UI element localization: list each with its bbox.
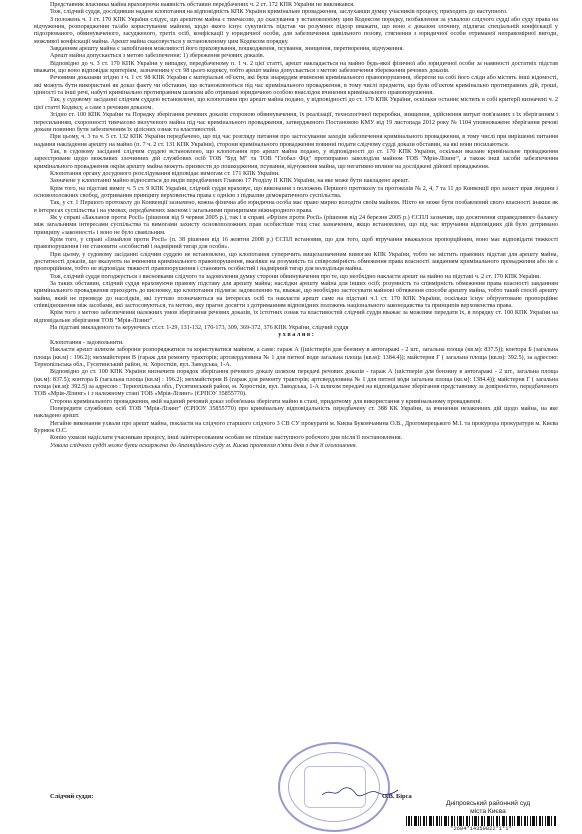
- barcode-number: *2604*14359822*1*1*: [450, 826, 512, 832]
- paragraph: З положень ч. 1 ст. 170 КПК України слідує, що арештом майна є тимчасове, до скасування у встановленому цим Кодексом порядку, позбавлення за ухвалою слідчого судді або суду права на відчуження, розпорядження та/або користування майном, щодо якого існує сукупність підстав чи розумних підозр вважати, що воно є доказом злочину, підлягає спеціальній конфіскації у підозрюваного, обвинуваченого, засудженого, третіх осіб, конфіскації у юридичної особи, для забезпечення цивільного позову, стягнення з юридичної особи отриманої неправомірної вигоди, можливої конфіскації майна. Арешт майна скасовується у встановленому цим Кодексом порядку.: [34, 16, 558, 45]
- paragraph: Згідно ст. 100 КПК України та Порядку зберігання речових доказів стороною обвинувачення, їх реалізації, технологічної переробки, знищення, здійснення витрат пов'язаних з їх зберіганням і пересиланням, схоронності тимчасово вилученого майна під час кримінального провадження, затвердженого Постановою КМУ від 19 листопада 2012 року № 1104 уповноважене зберігання речові докази повинно бути забезпеченим їх цілісних ознак та властивостей.: [34, 112, 558, 133]
- paragraph: Накласти арешт шляхом заборони розпоряджатися та користуватися майном, а саме: гараж А ((шістперін для бензину в автогаражі - 2 шт., загальна площа (кв.м): 837.5)); контора Б (загальна площа (кв.м) : 196.2); мехмайстерня В (гараж для ремонту тракторів; артсвердловина № 1 для питної води загальна площа (кв.м): 1384.4)); майстерня Г ( загальна площа (кв.м): 392.5), за адресою: Тернопільська обл., Гусятинський район, м. Хоростків, вул. Заводська, 1-А.: [34, 347, 558, 368]
- court-line-1: Дніпровський районний суд: [445, 800, 531, 807]
- appeal-notice: Ухвала слідчого судді може бути оскаржена до Апеляційного суду м. Києва протягом п'яти днів з дня її оголошення.: [50, 442, 358, 449]
- paragraph: Представник власника майна враховуючи наявність обставин передбачених ч. 2 ст. 172 КПК України не викликався.: [50, 2, 355, 8]
- paragraph: Попередити службових осіб ТОВ "Мрія-Лізинг" (ЄРПОУ 35855770) про кримінальну відповідальність передбачену ст. 388 КК України, за вчинення незаконних дій щодо майна, на яке накладено арешт.: [34, 405, 558, 420]
- paragraph: Завданням арешту майна є запобігання можливості його приховування, пошкодження, псування, знищення, перетворення, відчуження.: [50, 46, 404, 53]
- paragraph: Так, у судовому засіданні слідчим суддею встановлено, що клопотання про арешт майна подано, у відповідності до ст. 170 КПК України, оскільки останнє містить в собі критерії визначені ч. 2 цієї статті Кодексу, а саме з речовим доказом.: [34, 97, 558, 111]
- judge-label: Слідчий суддя:: [50, 793, 94, 800]
- ruling-body: [34, 2, 558, 450]
- paragraph: На підставі викладеного та керуючись ст.ст. 1-29, 131-132, 170-173, 309, 369-372, 376 КПК України, слідчий суддя: [50, 325, 349, 332]
- paragraph: Відповідно до ст. 100 КПК України визначити порядок зберігання речового доказу шляхом передачі речових доказів - гараж А (шістперін для бензину в автогаражі - 2 шт., загальна площа (кв.м): 837.5); контора Б (загальна площа (кв.м) : 196.2); мехмайстерня В (гараж для ремонту тракторів; артсвердловина № 1 для питної води загальна площа (кв.м): 1384.4)); майстерня Г ( загальна площа (кв.м): 392.5) за адресою : Тернопільська обл., Гусятинський район, м. Хоростків, вул. Заводська, 1-А шляхом передачі на відповідальне зберігання представнику за довіреністю, передбаченого ТОВ «Мрія-Лізинг» і з належному стані ТОВ «Мрія-Лізинг» (ЄРПОУ 35855770).: [34, 369, 558, 398]
- court-name: [398, 800, 578, 816]
- judge-name: О.В. Бірса: [382, 793, 412, 800]
- paragraph: Так, в судовому засіданні слідчим суддею встановлено, що клопотання про арешт майна подано, у відповідності до ст. 170 КПК України, оскільки вказане кримінальне провадження зареєстроване щодо можливих злочинних дій службових осіб ТОВ "Буд М" та ТОВ "Глобал Фід" протиправно заволоділи майном ТОВ "Мрія-Лізинг", а також інші засоби забезпечення кримінального провадження окрім арешту майна можуть призвести до пошкодження, псування, відчуження майна, що негативно вплине на досліджені дійової провадження.: [34, 148, 558, 170]
- paragraph: Тож, слідчий суддя, дослідивши надане клопотання на відповідність КПК України кримінальне провадження, заслухавши думку учасників процесу, приходить до наступного.: [50, 9, 508, 16]
- barcode-icon: [406, 816, 556, 826]
- paragraph: Крім того з метою забезпечення належних умов зберігання речових доказів, їх істотних ознак та властивостей слідчий суддя вважає за можливе передати їх, в порядку ст. 100 КПК України на відповідальне зберігання ТОВ "Мрія-Лізинг".: [34, 310, 558, 324]
- paragraph: За таких обставин, слідчий суддя враховуючи правову підставу для арешту майна; наслідки арешту майна для інших осіб; розумність та співмірність обмеження права власності завданням кримінального провадження приходить до висновку, що клопотання підлягає задоволенню та, вважає, що необхідно застосувати майнові обтяження способи арешту майна, тобто такий спосіб арешту майна, який не призведе до наслідків, які суттєво позначаються на інтересах осіб та накласти арешт саме на підставі ч.1 ст. 170 КПК України, оскільки існує обґрунтоване пропорційне співвідношення між засобами, які застосовуються, та метою, яку прагне досягти з дотриманням відповідних положень національного законодавства та принципів верховенства права.: [34, 281, 558, 310]
- ruling-heading: у х в а л и в :: [278, 332, 314, 339]
- paragraph: Крім того, у справі «Ізмайлов проти Росії» (п. 38 рішення від 16 жовтня 2008 р.) ЄСПЛ встановив, що для того, щоб втручання вважалося пропорційним, воно має відповідати тяжкості правопорушення і не становити «особистий і надмірний тягар для особи».: [34, 237, 558, 251]
- paragraph: При цьому, ч. 3 та ч. 5 ст. 132 КПК України передбачено, що під час розгляду питання про застосування заходів забезпечення кримінального провадження, в тому числі при вирішенні питання надання накладення арешту на майно (п. 7 ч. 2 ст. 131 КПК України), сторони кримінального провадження повинні подати слідчому судді докази обставин, на які вони посилаються.: [34, 134, 558, 148]
- paragraph: Зазначене у клопотанні майно відноситься до видів передбачених Главою 17 Розділу II КПК України, на яке може бути накладено арешт.: [50, 178, 410, 185]
- paragraph: Клопотання - задовольнити.: [50, 339, 124, 346]
- paragraph: Крім того, на підставі вимог ч. 5 ст. 9 КПК України, слідчий суддя враховує, що виконання з положень Першого протоколу та протоколів № 2, 4, 7 та 11 до Конвенції про захист прав людини і основоположних свобод, дотримання принципу верховенства права є однією з підвалин демократичного суспільства.: [34, 185, 558, 199]
- paragraph: Негайне виконання ухвали про арешт майна, покласти на слідчого старшого слідчого 3 СВ СУ прокурати м. Києва Букомчанина О.В., Дрогомирецького М.І. та прокурора прокуратури м. Києва Бурнюк О.С.: [34, 420, 558, 434]
- paragraph: Клопотання органу досудового розслідування відповідає вимогам ст. 171 КПК України.: [50, 170, 280, 177]
- paragraph: Речовими доказами згідно з ч. 1 ст. 98 КПК України є матеріальні об'єкти, які були знаряддям вчинення кримінального правопорушення, зберегли на собі його сліди або містять інші відомості, які можуть бути використані як доказ факту чи обставин, що встановлюються під час кримінального провадження, в тому числі предмети, що були об'єктом кримінально протиправних дій, гроші, цінності та інші речі, набуті кримінально протиправним шляхом або отримані юридичною особою внаслідок вчинення кримінального правопорушення.: [34, 75, 558, 97]
- paragraph: Сторона кримінального провадження, якій наданий речовий доказ зобов'язана зберігати майно в стані, придатному для використання у кримінальному провадженні.: [50, 398, 483, 405]
- paragraph: При цьому, у судовому засіданні слідчим суддею не встановлено, що клопотання суперечить вищезазначеним вимогам КПК України, тобто не містить правових підстав для арешту майна, достатності доказів, що вказують на вчинення кримінального правопорушення, вказівки на розумність та співрозмірність обмеження права власності завданням кримінального провадження або не є пропорційним, тобто не відповідає тяжкості правопорушення і становить особистий і надмірний тягар для володільця майна.: [34, 251, 558, 273]
- judge-signature-block: [50, 793, 570, 800]
- paragraph: Як у справі «Бакланов проти Росії» (рішення від 9 червня 2005 р.), так і в справі «Фрізен проти Росії» (рішення від 24 березня 2005 р.) ЄСПЛ зазначив, що досягнення справедливого балансу між загальними інтересами суспільства та вимогами захисту основоположних прав особистіше тощ стає зазначеним, якщо встановлено, що під час втручання відповідних дій було дотримано принципу «законності» і воно не було свавільним.: [34, 214, 558, 236]
- paragraph: Арешт майна допускається з метою забезпечення: 1) збереження речових доказів.: [50, 53, 265, 60]
- court-line-2: міста Києва: [470, 808, 506, 815]
- paragraph: Відповідно до ч. 3 ст. 170 КПК України у випадку, передбаченому п. 1 ч. 2 цієї статті, арешт накладається на майно будь-якої фізичної або юридичної особи за наявності достатніх підстав вважати, що воно відповідає критеріям, зазначеним у ст. 98 цього кодексу, тобто арешт майна допускається з метою забезпечення збереження речових доказів.: [34, 60, 558, 75]
- paragraph: Копію ухвали надіслати учасникам процесу, інші заінтересованим особам не пізніше наступного робочого дня після її постановлення.: [50, 435, 403, 442]
- paragraph: Так, у ст. 1 Першого протоколу до Конвенції зазначено, кожна фізична або юридична особа має право мирно володіти своїм майном. Ніхто не може бути позбавлений свого власності інакше як в інтересах суспільства і на умовах, передбачених законом і загальними принципами міжнародного права.: [34, 200, 558, 214]
- paragraph: Тож, слідчий суддя погоджується з висновками слідчого та задоволення думку сторони обвинувачення про те, що необхідно накласти арешт на майно на підставі ч. 2 ст. 170 КПК України.: [50, 273, 542, 280]
